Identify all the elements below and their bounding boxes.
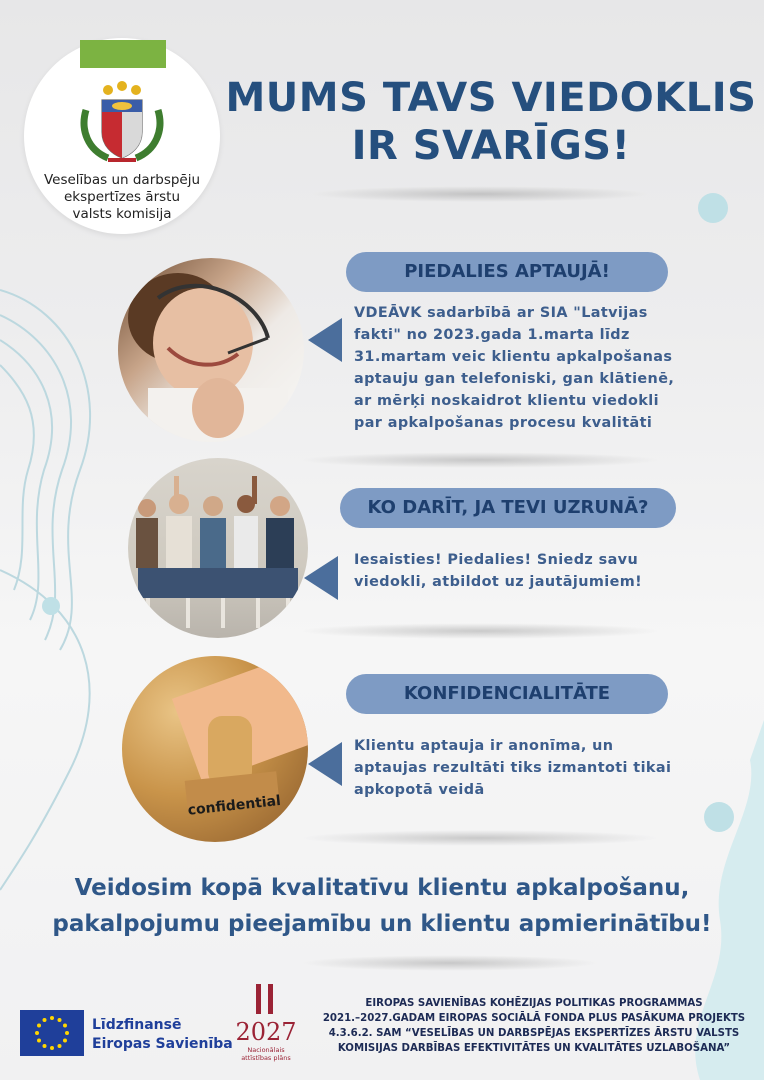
nap-year: 2027 [235, 1018, 297, 1046]
org-name-line: valsts komisija [72, 206, 172, 222]
people-raising-hands-photo [128, 458, 308, 638]
stamp-text: confidential [186, 792, 282, 819]
eu-cofinancing-text [92, 1016, 233, 1054]
section-heading-pill [346, 252, 668, 292]
slogan-line: Veidosim kopā kvalitatīvu klientu apkalpošanu, [74, 875, 690, 901]
eu-star-icon [50, 1016, 54, 1020]
body-line: par apkalpošanas procesu kvalitāti [354, 415, 653, 431]
section-heading: KONFIDENCIALITĀTE [403, 683, 611, 704]
eu-flag-icon [20, 1010, 84, 1056]
section-heading: PIEDALIES APTAUJĀ! [404, 261, 610, 282]
decorative-dot [698, 193, 728, 223]
body-line: ar mērķi noskaidrot klientu viedokli [354, 393, 659, 409]
divider-shadow [300, 452, 660, 468]
logo-green-bar [80, 40, 166, 68]
pointer-arrow-icon [304, 556, 338, 600]
slogan-line: pakalpojumu pieejamību un klientu apmierinātību! [52, 911, 712, 937]
section-body [354, 549, 684, 593]
eu-star-icon [43, 1018, 47, 1022]
body-line: aptauju gan telefoniski, gan klātienē, [354, 371, 675, 387]
divider-shadow [300, 955, 600, 971]
eu-star-icon [37, 1039, 41, 1043]
title-line: MUMS TAVS VIEDOKLIS [225, 75, 757, 121]
body-line: aptaujas rezultāti tiks izmantoti tikai [354, 760, 672, 776]
section-body [354, 302, 684, 434]
org-name-line: Veselības un darbspēju [43, 172, 201, 188]
slogan [14, 870, 750, 942]
body-line: viedokli, atbildot uz jautājumiem! [354, 574, 643, 590]
program-line: 2021.–2027.GADAM EIROPAS SOCIĀLĀ FONDA PLUS PASĀKUMA PROJEKTS [322, 1013, 746, 1024]
eu-star-icon [65, 1031, 69, 1035]
nap-caption: Nacionālais [247, 1046, 285, 1054]
eu-star-icon [63, 1024, 67, 1028]
program-description [308, 996, 760, 1056]
program-line: KOMISIJAS DARBĪBAS EFEKTIVITĀTES UN KVALITĀTES UZLABOŠANA” [337, 1043, 731, 1054]
eu-star-icon [50, 1046, 54, 1050]
eu-line: Līdzfinansē [92, 1017, 182, 1033]
program-line: 4.3.6.2. SAM “VESELĪBAS UN DARBSPĒJAS EKSPERTĪZES ĀRSTU VALSTS [328, 1028, 740, 1039]
topography-lines-decoration [0, 270, 120, 910]
body-line: VDEĀVK sadarbībā ar SIA "Latvijas [354, 305, 648, 321]
program-line: EIROPAS SAVIENĪBAS KOHĒZIJAS POLITIKAS PROGRAMMAS [365, 998, 703, 1009]
divider-shadow [300, 830, 660, 846]
eu-line: Eiropas Savienība [92, 1036, 233, 1052]
national-development-plan-logo [234, 982, 298, 1062]
title-line: IR SVARĪGS! [351, 123, 631, 169]
section-heading: KO DARĪT, JA TEVI UZRUNĀ? [367, 497, 649, 518]
org-name-line: ekspertīzes ārstu [63, 189, 181, 205]
latvia-coat-of-arms-icon [78, 80, 166, 166]
body-line: 31.martam veic klientu apkalpošanas [354, 349, 673, 365]
nap-caption: attīstības plāns [241, 1054, 291, 1062]
decorative-dot [704, 802, 734, 832]
body-line: Iesaisties! Piedalies! Sniedz savu [354, 552, 639, 568]
confidential-stamp-photo [122, 656, 308, 842]
section-heading-pill [346, 674, 668, 714]
organization-name [36, 172, 208, 223]
pointer-arrow-icon [308, 742, 342, 786]
section-body [354, 735, 684, 801]
pointer-arrow-icon [308, 318, 342, 362]
eu-star-icon [58, 1018, 62, 1022]
eu-star-icon [63, 1039, 67, 1043]
call-center-agent-photo [118, 258, 304, 442]
eu-star-icon [35, 1031, 39, 1035]
body-line: fakti" no 2023.gada 1.marta līdz [354, 327, 630, 343]
section-heading-pill [340, 488, 676, 528]
eu-star-icon [37, 1024, 41, 1028]
divider-shadow [300, 623, 660, 639]
eu-star-icon [58, 1044, 62, 1048]
divider-shadow [310, 186, 650, 202]
body-line: apkopotā veidā [354, 782, 485, 798]
page-title [224, 74, 758, 170]
eu-star-icon [43, 1044, 47, 1048]
decorative-dot [42, 597, 60, 615]
body-line: Klientu aptauja ir anonīma, un [354, 738, 614, 754]
